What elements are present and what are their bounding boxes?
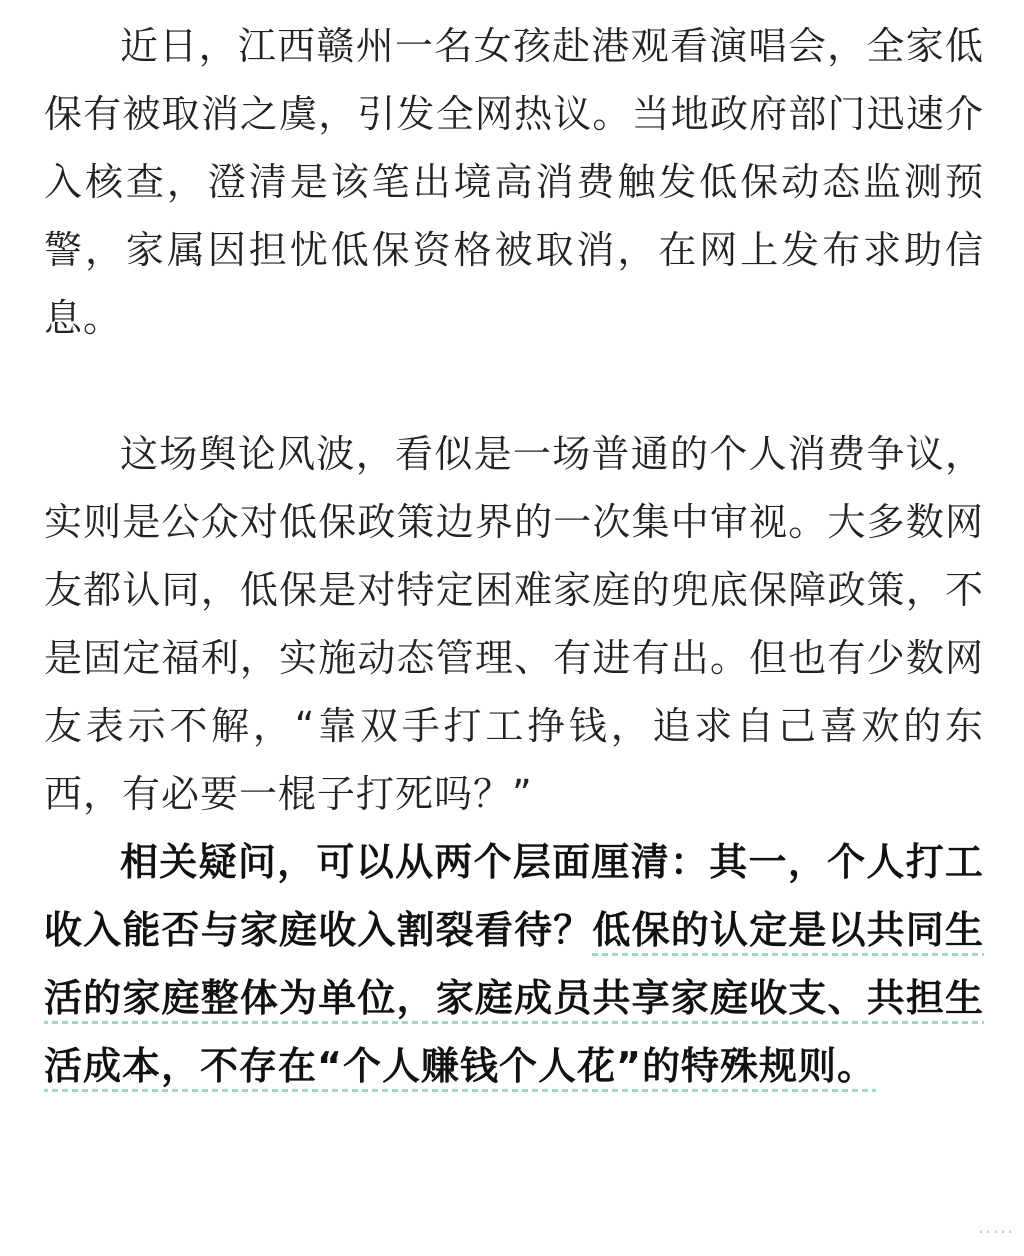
paragraph-3 — [44, 828, 984, 1100]
highlighted-text[interactable]: 低保的认定是以共同生活的家庭整体为单位，家庭成员共享家庭收支、共担生活成本，不存在“个人赚钱个人花”的特殊规则。 — [44, 908, 984, 1092]
paragraph-3-lead: 相关疑问，可以从两个层面厘清：其一，个人打工收入能否与家庭收入割裂看待？ — [44, 840, 984, 952]
watermark: ····· — [977, 1218, 1014, 1243]
article-body — [44, 12, 984, 1100]
paragraph-2: 这场舆论风波，看似是一场普通的个人消费争议，实则是公众对低保政策边界的一次集中审视。大多数网友都认同，低保是对特定困难家庭的兜底保障政策，不是固定福利，实施动态管理、有进有出。但也有少数网友表示不解，“靠双手打工挣钱，追求自己喜欢的东西，有必要一棍子打死吗？” — [44, 432, 984, 816]
paragraph-1: 近日，江西赣州一名女孩赴港观看演唱会，全家低保有被取消之虞，引发全网热议。当地政府部门迅速介入核查，澄清是该笔出境高消费触发低保动态监测预警，家属因担忧低保资格被取消，在网上发布求助信息。 — [44, 24, 984, 340]
